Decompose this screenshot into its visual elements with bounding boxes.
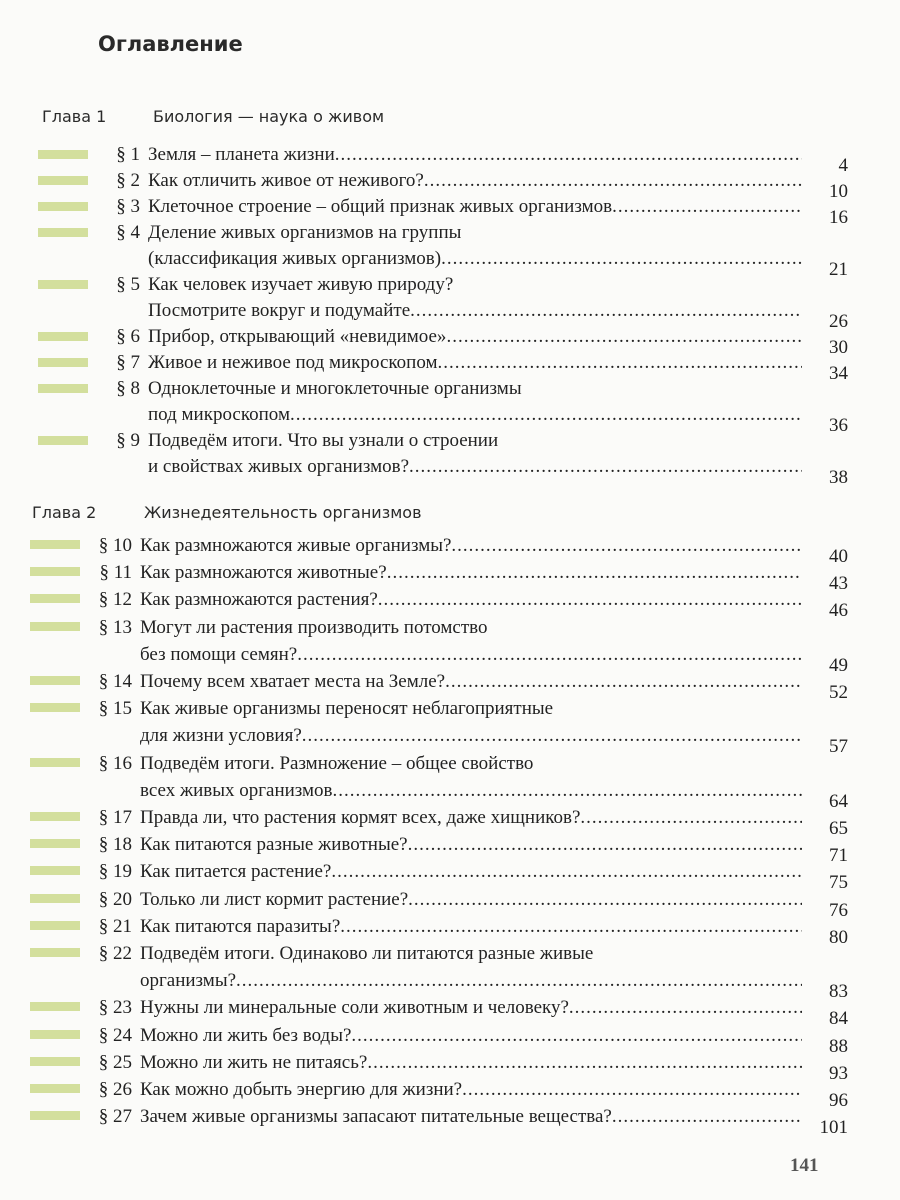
highlight-marker (38, 384, 88, 393)
dot-leader (331, 858, 802, 885)
section-title (140, 1022, 802, 1049)
dot-leader (236, 967, 802, 994)
dot-leader (569, 994, 802, 1021)
dot-leader (387, 559, 802, 586)
highlight-marker (30, 758, 80, 767)
toc-entry[interactable] (38, 324, 848, 358)
title-line: Деление живых организмов на группы (148, 222, 462, 243)
title-text: Прибор, открывающий «невидимое» (148, 326, 447, 347)
section-number: § 1 (116, 144, 140, 165)
highlight-marker (38, 332, 88, 341)
toc-entry[interactable] (38, 376, 848, 436)
title-text: Как питаются разные животные? (140, 834, 408, 856)
section-title (140, 532, 802, 559)
toc-entry[interactable] (30, 1103, 848, 1139)
chapter-2-entries (30, 532, 848, 1139)
title-line (140, 1049, 802, 1076)
title-text: Как можно добыть энергию для жизни? (140, 1079, 463, 1101)
toc-entry[interactable] (30, 1076, 848, 1112)
section-number: § 21 (98, 915, 132, 937)
highlight-marker (30, 1084, 80, 1093)
section-number: § 6 (116, 326, 140, 347)
highlight-marker (38, 228, 88, 237)
dot-leader (410, 298, 802, 324)
toc-entry[interactable] (30, 559, 848, 595)
title-line: Одноклеточные и многоклеточные организмы (148, 378, 522, 399)
title-line: Могут ли растения производить потомство (140, 616, 488, 638)
toc-entry[interactable] (30, 586, 848, 622)
toc-entry[interactable] (38, 350, 848, 384)
page-ref: 71 (829, 845, 848, 867)
page-ref: 34 (829, 363, 848, 384)
highlight-marker (30, 894, 80, 903)
title-line (140, 1076, 802, 1103)
title-text: Как размножаются растения? (140, 589, 378, 611)
page-ref: 75 (829, 872, 848, 894)
title-line (140, 831, 802, 858)
section-title (140, 586, 802, 613)
title-line (140, 722, 802, 749)
title-line (148, 142, 802, 168)
page-ref: 93 (829, 1062, 848, 1084)
dot-leader (424, 168, 802, 194)
dot-leader (367, 1049, 802, 1076)
title-line (148, 454, 802, 480)
highlight-marker (30, 540, 80, 549)
dot-leader (612, 194, 802, 220)
title-text: Как питаются паразиты? (140, 915, 341, 937)
section-number: § 8 (116, 378, 140, 399)
section-title (140, 695, 802, 749)
title-line (148, 402, 802, 428)
dot-leader (445, 668, 802, 695)
dot-leader (408, 831, 802, 858)
page-ref: 21 (829, 259, 848, 280)
page-ref: 83 (829, 981, 848, 1003)
section-title (148, 220, 802, 272)
highlight-marker (38, 176, 88, 185)
chapter-1-entries (38, 142, 848, 488)
section-number: § 12 (98, 589, 132, 611)
section-number: § 17 (98, 807, 132, 829)
title-text: Почему всем хватает места на Земле? (140, 671, 446, 693)
toc-entry[interactable] (30, 913, 848, 948)
toc-entry[interactable] (38, 168, 848, 202)
section-number: § 4 (116, 222, 140, 243)
toc-entry[interactable] (30, 695, 848, 758)
title-line (140, 532, 802, 559)
title-line: Подведём итоги. Размножение – общее свойство (140, 752, 534, 774)
section-number: § 23 (98, 997, 132, 1019)
dot-leader (290, 402, 802, 428)
section-title (140, 804, 802, 831)
toc-entry[interactable] (30, 940, 848, 1003)
toc-entry[interactable] (38, 428, 848, 488)
section-number: § 10 (98, 535, 132, 556)
title-text: для жизни условия? (140, 725, 302, 747)
page-ref: 64 (829, 790, 848, 812)
page-ref: 10 (829, 181, 848, 202)
dot-leader (302, 722, 802, 749)
title-line (140, 913, 802, 940)
section-number: § 5 (116, 274, 140, 295)
highlight-marker (30, 812, 80, 821)
title-text: организмы? (140, 970, 237, 992)
section-number: § 16 (98, 752, 132, 774)
title-text: Земля – планета жизни (148, 144, 335, 165)
section-number: § 24 (98, 1024, 132, 1046)
section-title (140, 614, 802, 668)
toc-entry[interactable] (30, 532, 848, 567)
highlight-marker (38, 358, 88, 367)
page-ref: 4 (838, 155, 848, 176)
title-text: Правда ли, что растения кормят всех, даже хищников? (140, 807, 581, 829)
section-title (140, 886, 802, 913)
chapter-label: Глава 2 (32, 503, 97, 522)
section-number: § 7 (116, 352, 140, 373)
section-title (140, 994, 802, 1021)
title-text: Можно ли жить без воды? (140, 1024, 352, 1046)
toc-entry[interactable] (30, 858, 848, 894)
page-number: 141 (790, 1155, 819, 1176)
dot-leader (409, 454, 802, 480)
dot-leader (580, 804, 802, 831)
title-text: Только ли лист кормит растение? (140, 888, 409, 910)
toc-entry[interactable] (38, 142, 848, 176)
page-ref: 88 (829, 1035, 848, 1057)
toc-entry[interactable] (30, 886, 848, 921)
section-title (140, 559, 802, 586)
page-ref: 38 (829, 467, 848, 488)
dot-leader (462, 1076, 802, 1103)
title-text: Как отличить живое от неживого? (148, 170, 424, 191)
title-line (140, 1022, 802, 1049)
section-title (148, 324, 802, 350)
title-text: Клеточное строение – общий признак живых организмов (148, 196, 613, 217)
toc-entry[interactable] (30, 831, 848, 867)
section-number: § 18 (98, 834, 132, 856)
section-title (148, 194, 802, 220)
section-title (148, 272, 802, 324)
section-number: § 20 (98, 888, 132, 910)
section-number: § 27 (98, 1106, 132, 1128)
page-ref: 36 (829, 415, 848, 436)
section-number: § 2 (116, 170, 140, 191)
page-ref: 65 (829, 818, 848, 840)
chapter-title: Жизнедеятельность организмов (144, 503, 422, 522)
title-text: Живое и неживое под микроскопом (148, 352, 438, 373)
page-ref: 84 (829, 1008, 848, 1030)
highlight-marker (30, 1002, 80, 1011)
highlight-marker (30, 921, 80, 930)
page-ref: 43 (829, 573, 848, 595)
section-title (140, 858, 802, 885)
toc-entry[interactable] (38, 194, 848, 228)
title-text: Как питается растение? (140, 861, 332, 883)
dot-leader (451, 532, 802, 559)
section-title (140, 1049, 802, 1076)
dot-leader (297, 641, 802, 668)
title-line (140, 994, 802, 1021)
toc-entry[interactable] (38, 272, 848, 332)
highlight-marker (30, 866, 80, 875)
title-text: и свойствах живых организмов? (148, 456, 410, 477)
title-text: Можно ли жить не питаясь? (140, 1051, 368, 1073)
page-ref: 101 (819, 1117, 848, 1139)
dot-leader (351, 1022, 802, 1049)
page-ref: 76 (829, 899, 848, 921)
section-title (140, 668, 802, 695)
section-number: § 26 (98, 1079, 132, 1101)
title-line (140, 858, 802, 885)
toc-entry[interactable] (30, 668, 848, 704)
page-ref: 52 (829, 682, 848, 704)
section-title (140, 1076, 802, 1103)
toc-entry[interactable] (30, 1049, 848, 1084)
highlight-marker (38, 150, 88, 159)
title-line (140, 586, 802, 613)
toc-entry[interactable] (30, 994, 848, 1030)
toc-entry[interactable] (30, 614, 848, 676)
title-line (140, 641, 802, 668)
chapter-title: Биология — наука о живом (153, 107, 385, 126)
page-ref: 46 (829, 600, 848, 622)
dot-leader (612, 1103, 802, 1130)
section-title (148, 168, 802, 194)
page-ref: 30 (829, 337, 848, 358)
highlight-marker (30, 676, 80, 685)
page-title: Оглавление (98, 32, 243, 56)
section-number: § 14 (98, 671, 132, 693)
highlight-marker (38, 436, 88, 445)
section-title (140, 831, 802, 858)
title-line: Подведём итоги. Что вы узнали о строении (148, 430, 499, 451)
title-line: Как живые организмы переносят неблагоприятные (140, 698, 554, 720)
section-number: § 22 (98, 943, 132, 965)
dot-leader (335, 142, 802, 168)
title-line (140, 804, 802, 831)
highlight-marker (30, 622, 80, 631)
section-title (140, 913, 802, 940)
title-line (148, 246, 802, 272)
highlight-marker (30, 594, 80, 603)
title-line (148, 194, 802, 220)
title-text: без помощи семян? (140, 643, 298, 665)
chapter-label: Глава 1 (42, 107, 107, 126)
title-text: Как размножаются животные? (140, 562, 387, 584)
page-ref: 40 (829, 546, 848, 567)
highlight-marker (30, 948, 80, 957)
title-line (140, 777, 802, 804)
dot-leader (408, 886, 802, 913)
dot-leader (437, 350, 802, 376)
highlight-marker (30, 567, 80, 576)
toc-entry[interactable] (38, 220, 848, 280)
highlight-marker (30, 1057, 80, 1066)
section-number: § 11 (99, 562, 132, 584)
highlight-marker (30, 1030, 80, 1039)
page-ref: 16 (829, 207, 848, 228)
section-title (148, 142, 802, 168)
highlight-marker (38, 202, 88, 211)
section-number: § 15 (98, 698, 132, 720)
title-text: Посмотрите вокруг и подумайте (148, 300, 411, 321)
section-title (148, 428, 802, 480)
title-line (140, 967, 802, 994)
title-text: Как размножаются живые организмы? (140, 535, 452, 556)
section-number: § 9 (116, 430, 140, 451)
section-title (148, 350, 802, 376)
title-line (148, 168, 802, 194)
title-text: Зачем живые организмы запасают питательные вещества? (140, 1106, 612, 1128)
toc-entry[interactable] (30, 804, 848, 840)
section-number: § 25 (98, 1051, 132, 1073)
title-line (148, 350, 802, 376)
title-line (140, 886, 802, 913)
toc-entry[interactable] (30, 750, 848, 812)
page-ref: 57 (829, 736, 848, 758)
section-number: § 3 (116, 196, 140, 217)
highlight-marker (38, 280, 88, 289)
title-line: Подведём итоги. Одинаково ли питаются разные живые (140, 943, 594, 965)
dot-leader (333, 777, 802, 804)
dot-leader (441, 246, 802, 272)
section-title (140, 940, 802, 994)
dot-leader (340, 913, 802, 940)
page-ref: 80 (829, 926, 848, 948)
title-text: всех живых организмов (140, 779, 333, 801)
title-line (148, 324, 802, 350)
title-line (140, 1103, 802, 1130)
title-text: под микроскопом (148, 404, 290, 425)
highlight-marker (30, 703, 80, 712)
page-ref: 26 (829, 311, 848, 332)
title-line (140, 559, 802, 586)
section-title (140, 1103, 802, 1130)
section-title (148, 376, 802, 428)
title-line (140, 668, 802, 695)
title-line: Как человек изучает живую природу? (148, 274, 454, 295)
title-text: (классификация живых организмов) (148, 248, 442, 269)
dot-leader (378, 586, 802, 613)
section-number: § 19 (98, 861, 132, 883)
highlight-marker (30, 839, 80, 848)
page-ref: 96 (829, 1090, 848, 1112)
section-number: § 13 (98, 616, 132, 638)
highlight-marker (30, 1111, 80, 1120)
toc-entry[interactable] (30, 1022, 848, 1057)
title-line (148, 298, 802, 324)
page-ref: 49 (829, 654, 848, 676)
section-title (140, 750, 802, 804)
dot-leader (446, 324, 802, 350)
title-text: Нужны ли минеральные соли животным и человеку? (140, 997, 569, 1019)
